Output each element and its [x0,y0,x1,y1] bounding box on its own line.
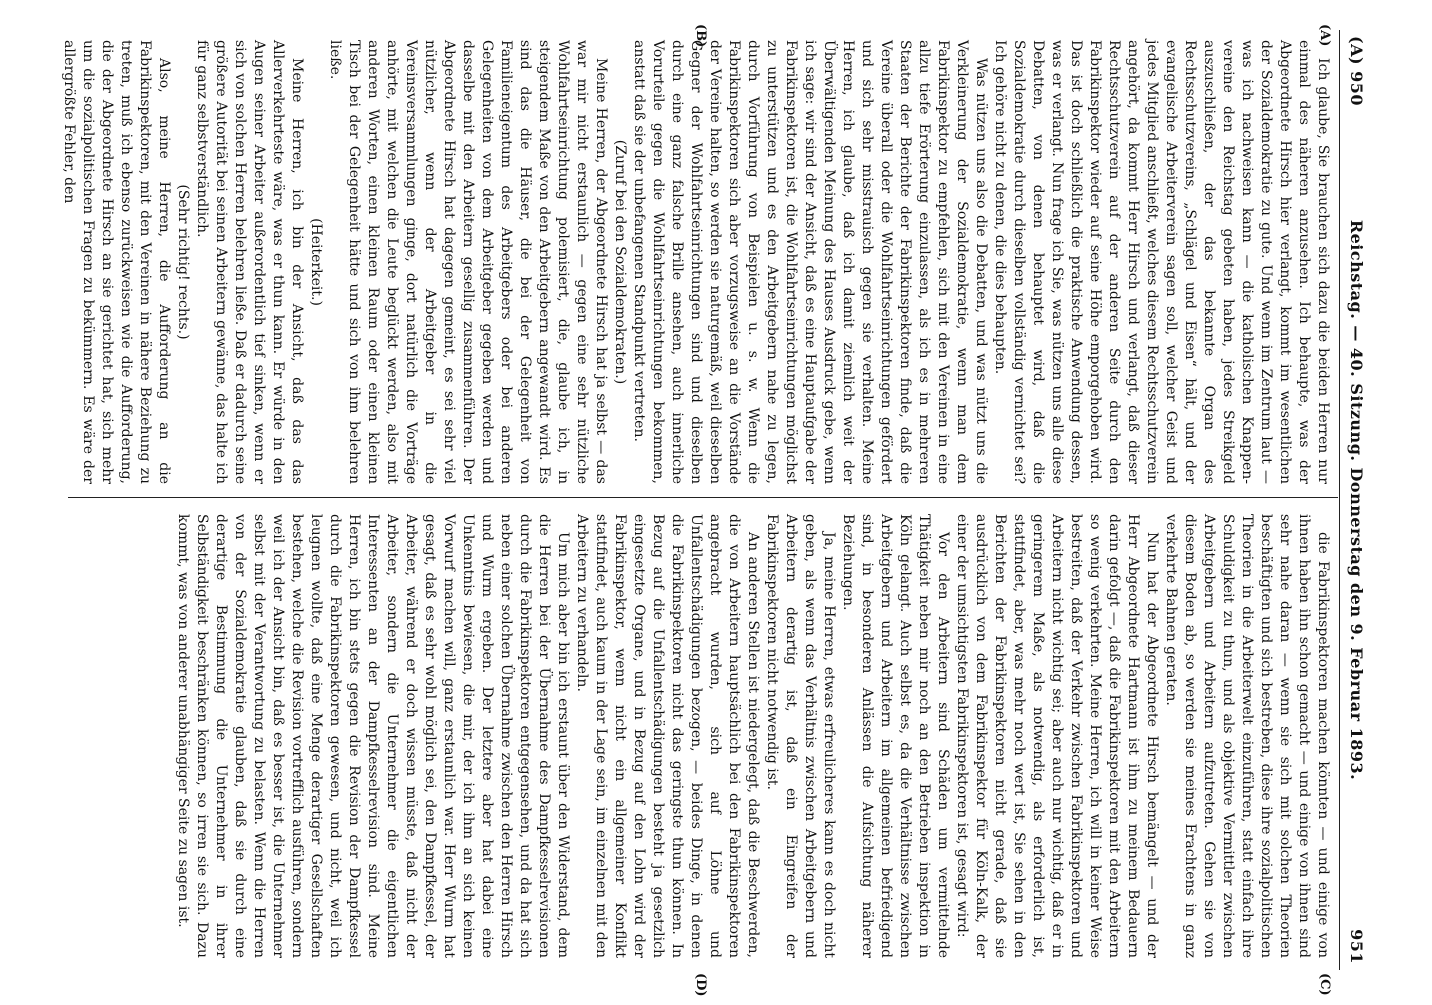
paragraph: Ja, meine Herren, etwas erfreulicheres kann es doch nicht geben, als wenn das Verhältnis zwischen Arbeitgebern und Arbeitern derartig ist, daß ein Eingreifen der Fabrikinspektoren nicht notwendig ist. [764,514,837,958]
paragraph: Meine Herren, der Abgeordnete Hirsch hat ja selbst — das war mir nicht erstaunlich — gegen eine sehr nützliche Wohlfahrtseinrichtung polemisiert, die, glaube ich, in steigendem Maße von den Arbeitgebern angewandt wird. Es sind das die Häuser, die bei der Gelegenheit von Familieneigentum des Arbeitgebers oder bei anderen Gelegenheiten von dem Arbeitgeber gegeben werden und dasselbe mit den Arbeitern gesellig zusammenführen. Der Abgeordnete Hirsch hat dagegen gemeint, es sei sehr viel nützlicher, wenn der Arbeitgeber in die Vereinsversammlungen ginge, dort natürlich die Vorträge anhörte, mit welchen die Leute beglückt werden, also mit anderen Worten, einen kleinen Raum oder einen kleinen Tisch bei der Gelegenheit hätte und sich von ihm belehren ließe. [327,40,609,484]
margin-marker-d: (D) [693,973,708,997]
header-title: Reichstag. — 40. Sitzung. Donnerstag den 9. Februar 1893. [1347,219,1366,781]
paragraph: die Fabrikinspektoren machen könnten — und einige von ihnen haben ihn schon gemacht — und einige von ihnen sind sehr nahe daran — wenn sie sich mit solchen Theorien beschäftigten und sich bestreben, diese ihre sozialpolitischen Theorien in die Arbeiterwelt einzuführen, statt einfach ihre Schuldigkeit zu thun, und als objektive Vermittler zwischen Arbeitgebern und Arbeitern aufzutreten. Gehen sie von diesem Boden ab, so werden sie meines Erachtens in ganz verkehrte Bahnen geraten. [1163,514,1331,958]
paragraph: Was nützen uns also die Debatten, und was nützt uns die Verkleinerung der Sozialdemokratie, wenn man dem Fabrikinspektor zu empfehlen, sich mit den Vereinen in eine allzu tiefe Erörterung einzulassen, als ich es in mehreren Staaten der Berichte der Fabrikinspektoren finde, daß die Vereine überall oder die Wohlfahrtseinrichtungen gefördert und sich sehr misstrauisch gegen sie verhalten. Meine Herren, ich glaube, daß ich damit ziemlich weit der Überwältigenden Meinung des Hauses Ausdruck gebe, wenn ich sage: wir sind der Ansicht, daß es eine Hauptaufgabe der Fabrikinspektoren ist, die Wohlfahrtseinrichtungen möglichst zu unterstützen und es den Arbeitgebern nahe zu legen, durch Vorführung von Beispielen u. s. w. Wenn die Fabrikinspektoren sich aber vorzugsweise an die Vorstände der Vereine halten, so werden sie naturgemäß, weil dieselben Gegner der Wohlfahrtseinrichtungen sind und dieselben durch eine ganz falsche Brille ansehen, auch innerliche Vorurteile gegen die Wohlfahrtseinrichtungen bekommen, anstatt daß sie der unbefangenen Standpunkt vertreten. [631,40,989,484]
rotated-newspaper-page [61,24,1368,997]
column-divider [68,497,1338,498]
right-column [76,514,1332,958]
interjection: (Zuruf bei den Sozialdemokraten.) [612,139,628,385]
paragraph: Nun hat der Abgeordnete Hirsch bemängelt — und der Herr Abgeordnete Hartmann ist ihm zu meinem Bedauern darin gefolgt —, daß die Fabrikinspektoren mit den Arbeitern so wenig verkehrten. Meine Herren, ich will in keiner Weise bestreiten, daß der Verkehr zwischen Fabrikinspektoren und Arbeitern nicht wichtig sei; aber auch nur wichtig, daß er in geringerem Maße, als notwendig, als erforderlich ist, stattfindet, aber, was mehr noch wert ist, Sie sehen in den Berichten der Fabrikinspektoren nicht gerade, daß sie ausdrücklich von dem Fabrikinspektor für Köln-Kalk, der einer der umsichtigsten Fabrikinspektoren ist, gesagt wird: [954,514,1160,958]
interjection: (Heiterkeit.) [308,218,324,306]
header-left: (A) 950 [1347,36,1366,107]
margin-marker-a: (A) [1317,24,1332,47]
paragraph: Also, meine Herren, die Aufforderung an die Fabrikinspektoren, mit den Vereinen in nähere Beziehung zu treten, muß ich ebenso zurückweisen wie die Aufforderung, die der Abgeordnete Hirsch an sie gerichtet hat, sich mehr um die sozialpolitischen Fragen zu bekümmern. Es wäre der allergrößte Fehler, den [61,40,172,484]
page-header [1342,30,1368,970]
header-page-number: 951 [1347,929,1366,964]
interjection: (Sehr richtig! rechts.) [175,184,191,340]
header-rule [1339,30,1340,970]
paragraph: Um mich aber bin ich erstaunt über den Widerstand, dem die Herren bei der Übernahme des Dampfkesselrevisionen durch die Fabrikinspektoren entgegensehen, und da hat sich neben einer solchen Übernahme zwischen den Herren Hirsch und Wurm ergeben. Der letztere aber hat dabei eine Unkenntnis bewiesen, die mir, der ich ihm an sich keinen Vorwurf machen will, ganz erstaunlich war. Herr Wurm hat gesagt, daß es sehr wohl möglich sei, den Dampfkessel, der Arbeiter, während er doch wissen müsste, daß nicht der Arbeiter, sondern die Unternehmer die eigentlichen Interessenten an der Dampfkesselrevision sind. Meine Herren, ich bin stets gegen die Revision der Dampfkessel durch die Fabrikinspektoren gewesen, und nicht, weil ich leugnen wollte, daß eine Menge derartiger Gesellschaften bestehen, welche die Revision vortrefflich ausführen, sondern weil ich der Ansicht bin, daß es besser ist, die Unternehmer selbst mit der Verantwortung zu belasten. Wenn die Herren von der Sozialdemokratie glauben, daß sie durch eine derartige Bestimmung die Unternehmer in ihrer Selbständigkeit beschränken können, so irren sie sich. Dazu kommt, was von anderer unabhängiger Seite zu sagen ist. [175,514,571,958]
margin-marker-c: (C) [1317,973,1332,996]
margin-marker-b: (B) [693,24,708,48]
left-column [61,40,1332,484]
paragraph: Ich glaube, Sie brauchen sich dazu die beiden Herren nur einmal des näheren anzusehen. Ich behaupte, was der Abgeordnete Hirsch hier verlangt, kommt im wesentlichen der Sozialdemokratie zu gute. Und wenn im Zentrum laut — was ich nachweisen kann — die katholischen Knappen-vereine den Reichstag gebeten haben, jedes Streikgeld auszuschließen, der das bekannte Organ des Rechtsschutzvereins, „Schlägel und Eisen“ hält, und der evangelische Arbeiterverein sagen soll, welcher Geist und jedes Mitglied anschließt, welches diesem Rechtsschutzverein angehört, da kommt Herr Hirsch und verlangt, daß dieser Rechtsschutzverein auf der anderen Seite durch den Fabrikinspektor wieder auf seine Höhe emporgehoben wird. Das ist doch schließlich die praktische Anwendung dessen, was er verlangt. Nun frage ich Sie, was nützen uns alle diese Debatten, von denen behauptet wird, daß die Sozialdemokratie durch dieselben vollständig vernichtet sei? Ich gehöre nicht zu denen, die dies behaupten. [992,40,1331,484]
paragraph: An anderen Stellen ist niedergelegt, daß die Beschwerden, die von Arbeitern hauptsächlich bei den Fabrikinspektoren angebracht wurden, sich auf Löhne und Unfallentschädigungen bezogen, — beides Dinge, in denen die Fabrikinspektoren nicht das geringste thun können. In Bezug auf die Unfallentschädigungen besteht ja gesetzlich eingesetzte Organe, und in Bezug auf den Lohn wird der Fabrikinspektor, wenn nicht ein allgemeiner Konflikt stattfindet, auch kaum in der Lage sein, im einzelnen mit den Arbeitern zu verhandeln. [574,514,761,958]
paragraph: Meine Herren, ich bin der Ansicht, daß das das Allerverkehrteste wäre, was er thun kann. Er würde in den Augen seiner Arbeiter außerordentlich tief sinken, wenn er sich von solchen Herren belehren ließe. Daß er dadurch seine größere Autorität bei seinen Arbeitern gewänne, das halte ich für ganz selbstverständlich. [194,40,305,484]
block-quote: Vor den Arbeitern sind Schäden um vermittelnde Thätigkeit neben mir noch an den Betrieben inspektion in Köln gelangt. Auch selbst es, da die Verhältnisse zwischen Arbeitgebern und Arbeitern im allgemeinen befriedigend sind, in besonderen Anlässen die Aufsichtung näherer Beziehungen. [840,514,951,958]
